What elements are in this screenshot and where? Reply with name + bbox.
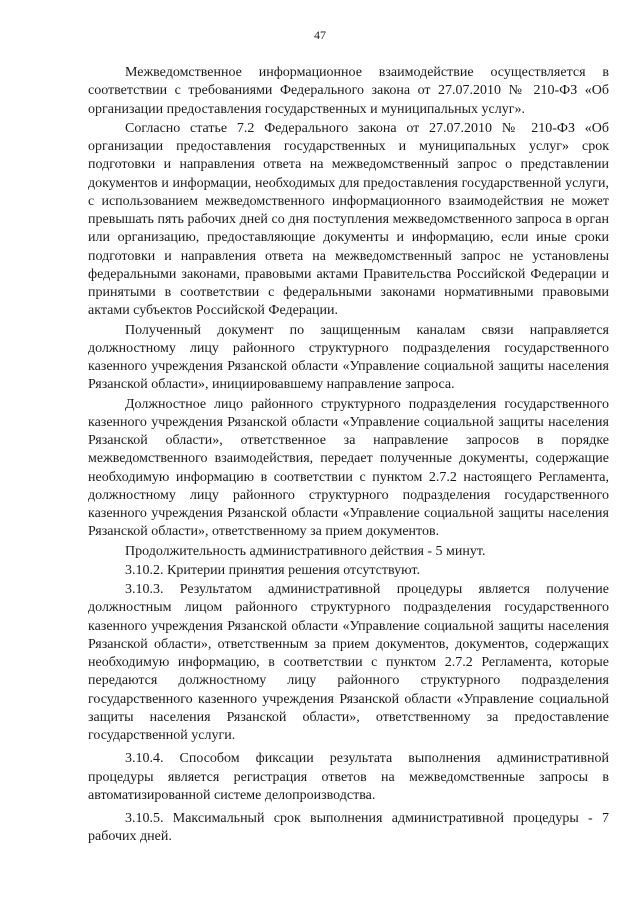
paragraph-document-routing: Полученный документ по защищенным каналам связи направляется должностному лицу районного структурного подразделения государственного казенного учреждения Рязанской области «Управление социальной защиты населения Рязанской области», инициировавшему направление запроса. [88, 322, 609, 393]
paragraph-3-10-5: 3.10.5. Максимальный срок выполнения административной процедуры - 7 рабочих дней. [88, 811, 609, 845]
paragraph-official-transfer: Должностное лицо районного структурного подразделения государственного казенного учреждения Рязанской области «Управление социальной защиты населения Рязанской области», ответственное за направление запросов в порядке межведомственного взаимодействия, передает полученные документы, содержащие необходимую информацию в соответствии с пунктом 2.7.2 настоящего Регламента, должностному лицу районного структурного подразделения государственного казенного учреждения Рязанской области «Управление социальной защиты населения Рязанской области», ответственному за прием документов. [88, 396, 609, 540]
paragraph-action-duration: Продолжительность административного действия - 5 минут. [125, 543, 486, 559]
paragraph-3-10-2: 3.10.2. Критерии принятия решения отсутствуют. [125, 562, 420, 578]
paragraph-3-10-4: 3.10.4. Способом фиксации результата выполнения административной процедуры является регистрация ответов на межведомственные запросы в автоматизированной системе делопроизводства. [88, 751, 609, 803]
paragraph-response-deadline: Согласно статье 7.2 Федерального закона от 27.07.2010 № 210-ФЗ «Об организации предоставления государственных и муниципальных услуг» срок подготовки и направления ответа на межведомственный запрос о представлении документов и информации, необходимых для предоставления государственной услуги, с использованием межведомственного информационного взаимодействия не может превышать пять рабочих дней со дня поступления межведомственного запроса в орган или организацию, предоставляющие документы и информацию, если иные сроки подготовки и направления ответа на межведомственный запрос не установлены федеральными законами, правовыми актами Правительства Российской Федерации и принятыми в соответствии с федеральными законами нормативными правовыми актами субъектов Российской Федерации. [88, 120, 609, 319]
page-number: 47 [314, 28, 326, 42]
document-body [88, 64, 609, 848]
paragraph-3-10-3: 3.10.3. Результатом административной процедуры является получение должностным лицом районного структурного подразделения государственного казенного учреждения Рязанской области «Управление социальной защиты населения Рязанской области», ответственным за прием документов, документов, содержащих необходимую информацию, в соответствии с пунктом 2.7.2 Регламента, которые передаются должностному лицу районного структурного подразделения государственного казенного учреждения Рязанской области «Управление социальной защиты населения Рязанской области», ответственному за предоставление государственной услуги. [88, 582, 609, 743]
paragraph-interaction-basis: Межведомственное информационное взаимодействие осуществляется в соответствии с требованиями Федерального закона от 27.07.2010 № 210-ФЗ «Об организации предоставления государственных и муниципальных услуг». [88, 65, 609, 117]
